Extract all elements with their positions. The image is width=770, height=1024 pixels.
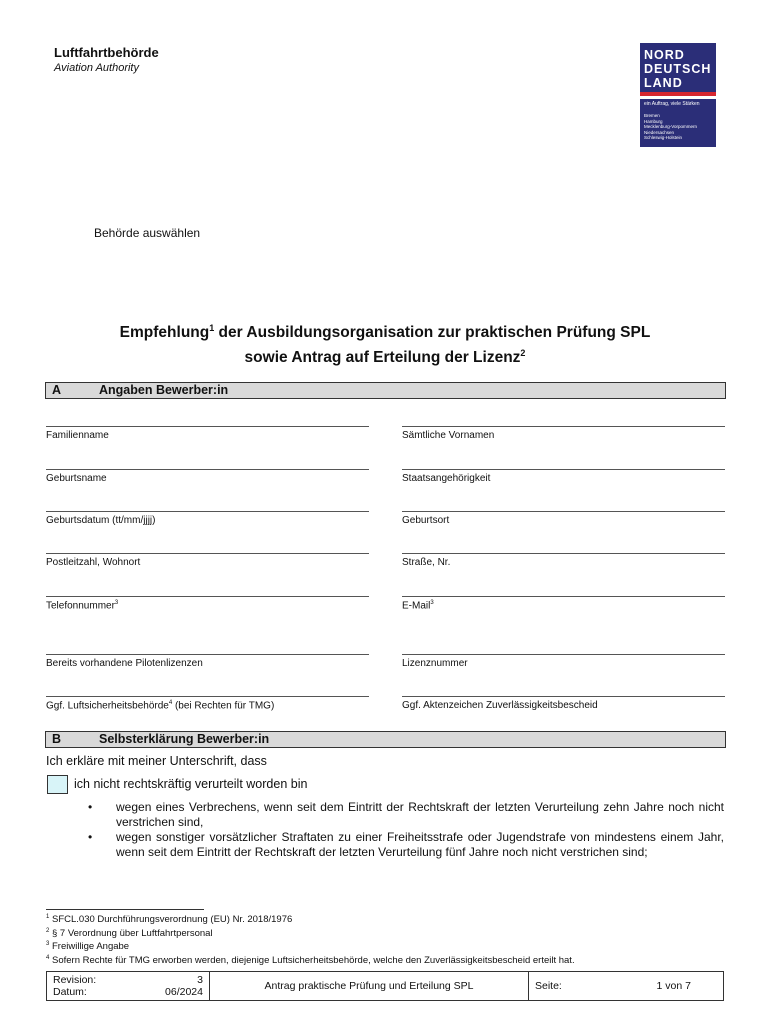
footnote-1-num: 1 bbox=[46, 914, 50, 920]
aktenzeichen-label: Ggf. Aktenzeichen Zuverlässigkeitsbescheid bbox=[402, 700, 598, 711]
bullet-item bbox=[88, 800, 724, 830]
footnote-1 bbox=[46, 912, 575, 926]
footnote-ref-1: 1 bbox=[209, 323, 215, 333]
title-line-2-text: sowie Antrag auf Erteilung der Lizenz bbox=[244, 349, 521, 367]
title-line-1 bbox=[40, 318, 730, 343]
declaration-bullets bbox=[88, 800, 724, 860]
logo-white-stripe bbox=[640, 96, 716, 99]
org-subtitle: Aviation Authority bbox=[54, 62, 139, 74]
section-a-header bbox=[45, 382, 726, 399]
revision-label: Revision: bbox=[53, 974, 97, 986]
footnote-4-text: Sofern Rechte für TMG erworben werden, diejenige Luftsicherheitsbehörde, welche den Zuverlässigkeitsbescheid erteilt hat. bbox=[51, 955, 575, 967]
plz-wohnort-label: Postleitzahl, Wohnort bbox=[46, 557, 141, 568]
lizenznummer-label: Lizenznummer bbox=[402, 658, 468, 669]
footnote-4 bbox=[46, 953, 575, 967]
footnote-1-text: SFCL.030 Durchführungsverordnung (EU) Nr. 2018/1976 bbox=[51, 914, 293, 926]
section-a-title: Angaben Bewerber:in bbox=[99, 383, 229, 397]
staatsangehoerigkeit-field[interactable] bbox=[402, 469, 725, 484]
bullet-marker: • bbox=[88, 800, 93, 814]
logo-states: Bremen Hamburg Mecklenburg-Vorpommern Niedersachsen Schleswig-Holstein bbox=[644, 113, 698, 140]
revision-value: 3 bbox=[197, 974, 203, 986]
norddeutschland-logo bbox=[640, 43, 716, 147]
footnote-3 bbox=[46, 939, 575, 953]
footnote-ref-3b: 3 bbox=[430, 600, 434, 606]
title-line-2 bbox=[40, 343, 730, 368]
title-line-1-start: Empfehlung bbox=[119, 324, 210, 342]
logo-tagline: ein Auftrag, viele Stärken bbox=[644, 101, 700, 107]
vornamen-field[interactable] bbox=[402, 426, 725, 441]
telefon-label: Telefonnummer bbox=[46, 600, 115, 612]
staatsangehoerigkeit-label: Staatsangehörigkeit bbox=[402, 473, 491, 484]
strasse-field[interactable] bbox=[402, 553, 725, 568]
telefon-field[interactable] bbox=[46, 596, 369, 611]
geburtsname-label: Geburtsname bbox=[46, 473, 107, 484]
seite-label: Seite: bbox=[535, 980, 562, 992]
footnote-4-num: 4 bbox=[46, 954, 50, 961]
familienname-label: Familienname bbox=[46, 430, 109, 441]
footnote-3-num: 3 bbox=[46, 941, 50, 948]
not-convicted-label: ich nicht rechtskräftig verurteilt worden bin bbox=[74, 777, 308, 791]
section-b-letter: B bbox=[52, 732, 62, 746]
section-a-letter: A bbox=[52, 383, 62, 397]
luftsicherheit-label: Ggf. Luftsicherheitsbehörde bbox=[46, 700, 169, 712]
datum-label: Datum: bbox=[53, 986, 87, 998]
page-footer bbox=[46, 971, 724, 1001]
logo-line-1: NORD bbox=[644, 48, 685, 62]
geburtsort-field[interactable] bbox=[402, 511, 725, 526]
familienname-field[interactable] bbox=[46, 426, 369, 441]
seite-value: 1 von 7 bbox=[656, 980, 691, 992]
pilotenlizenzen-field[interactable] bbox=[46, 654, 369, 669]
bullet-text-1: wegen eines Verbrechens, wenn seit dem Eintritt der Rechtskraft der letzten Verurteilung zehn Jahre noch nicht verstrichen sind, bbox=[116, 800, 724, 829]
strasse-label: Straße, Nr. bbox=[402, 557, 451, 568]
title-line-1-end: der Ausbildungsorganisation zur praktischen Prüfung SPL bbox=[214, 324, 651, 342]
logo-line-2: DEUTSCH bbox=[644, 62, 712, 76]
geburtsort-label: Geburtsort bbox=[402, 515, 450, 526]
footnote-2-text: § 7 Verordnung über Luftfahrtpersonal bbox=[51, 927, 213, 939]
section-b-title: Selbsterklärung Bewerber:in bbox=[99, 732, 270, 746]
geburtsdatum-field[interactable] bbox=[46, 511, 369, 526]
email-label: E-Mail bbox=[402, 600, 431, 612]
footnote-2 bbox=[46, 926, 575, 940]
datum-value: 06/2024 bbox=[165, 986, 203, 998]
footnote-ref-4: 4 bbox=[168, 700, 173, 706]
luftsicherheit-note: (bei Rechten für TMG) bbox=[172, 700, 275, 712]
select-authority-dropdown[interactable]: Behörde auswählen bbox=[94, 226, 201, 240]
luftsicherheitsbehoerde-field[interactable] bbox=[46, 696, 369, 711]
geburtsdatum-label: Geburtsdatum (tt/mm/jjjj) bbox=[46, 515, 156, 526]
logo-line-3: LAND bbox=[644, 76, 683, 90]
document-title bbox=[40, 318, 730, 368]
geburtsname-field[interactable] bbox=[46, 469, 369, 484]
vornamen-label: Sämtliche Vornamen bbox=[402, 430, 495, 441]
pilotenlizenzen-label: Bereits vorhandene Pilotenlizenzen bbox=[46, 658, 203, 669]
footnote-separator bbox=[46, 909, 204, 910]
footnote-3-text: Freiwillige Angabe bbox=[51, 941, 130, 953]
email-field[interactable] bbox=[402, 596, 725, 611]
lizenznummer-field[interactable] bbox=[402, 654, 725, 669]
footnote-2-num: 2 bbox=[46, 927, 50, 934]
plz-wohnort-field[interactable] bbox=[46, 553, 369, 568]
declaration-intro: Ich erkläre mit meiner Unterschrift, dass bbox=[46, 754, 267, 768]
section-b-header bbox=[45, 731, 726, 748]
bullet-marker: • bbox=[88, 830, 93, 844]
footer-doc-title: Antrag praktische Prüfung und Erteilung SPL bbox=[210, 972, 529, 1001]
not-convicted-checkbox[interactable] bbox=[47, 775, 68, 794]
org-name: Luftfahrtbehörde bbox=[54, 45, 159, 60]
footnote-ref-3: 3 bbox=[114, 600, 119, 606]
footnotes bbox=[46, 912, 575, 967]
bullet-item bbox=[88, 830, 724, 860]
footnote-ref-2: 2 bbox=[520, 348, 526, 359]
page-cell bbox=[529, 972, 724, 1001]
revision-cell bbox=[47, 972, 210, 1001]
aktenzeichen-field[interactable] bbox=[402, 696, 725, 711]
bullet-text-2: wegen sonstiger vorsätzlicher Straftaten zu einer Freiheitsstrafe oder Jugendstrafe von mindestens einem Jahr, wenn seit dem Eintritt der Rechtskraft der letzten Verurteilung fünf Jahre noch nicht verstrichen sind; bbox=[116, 830, 724, 859]
